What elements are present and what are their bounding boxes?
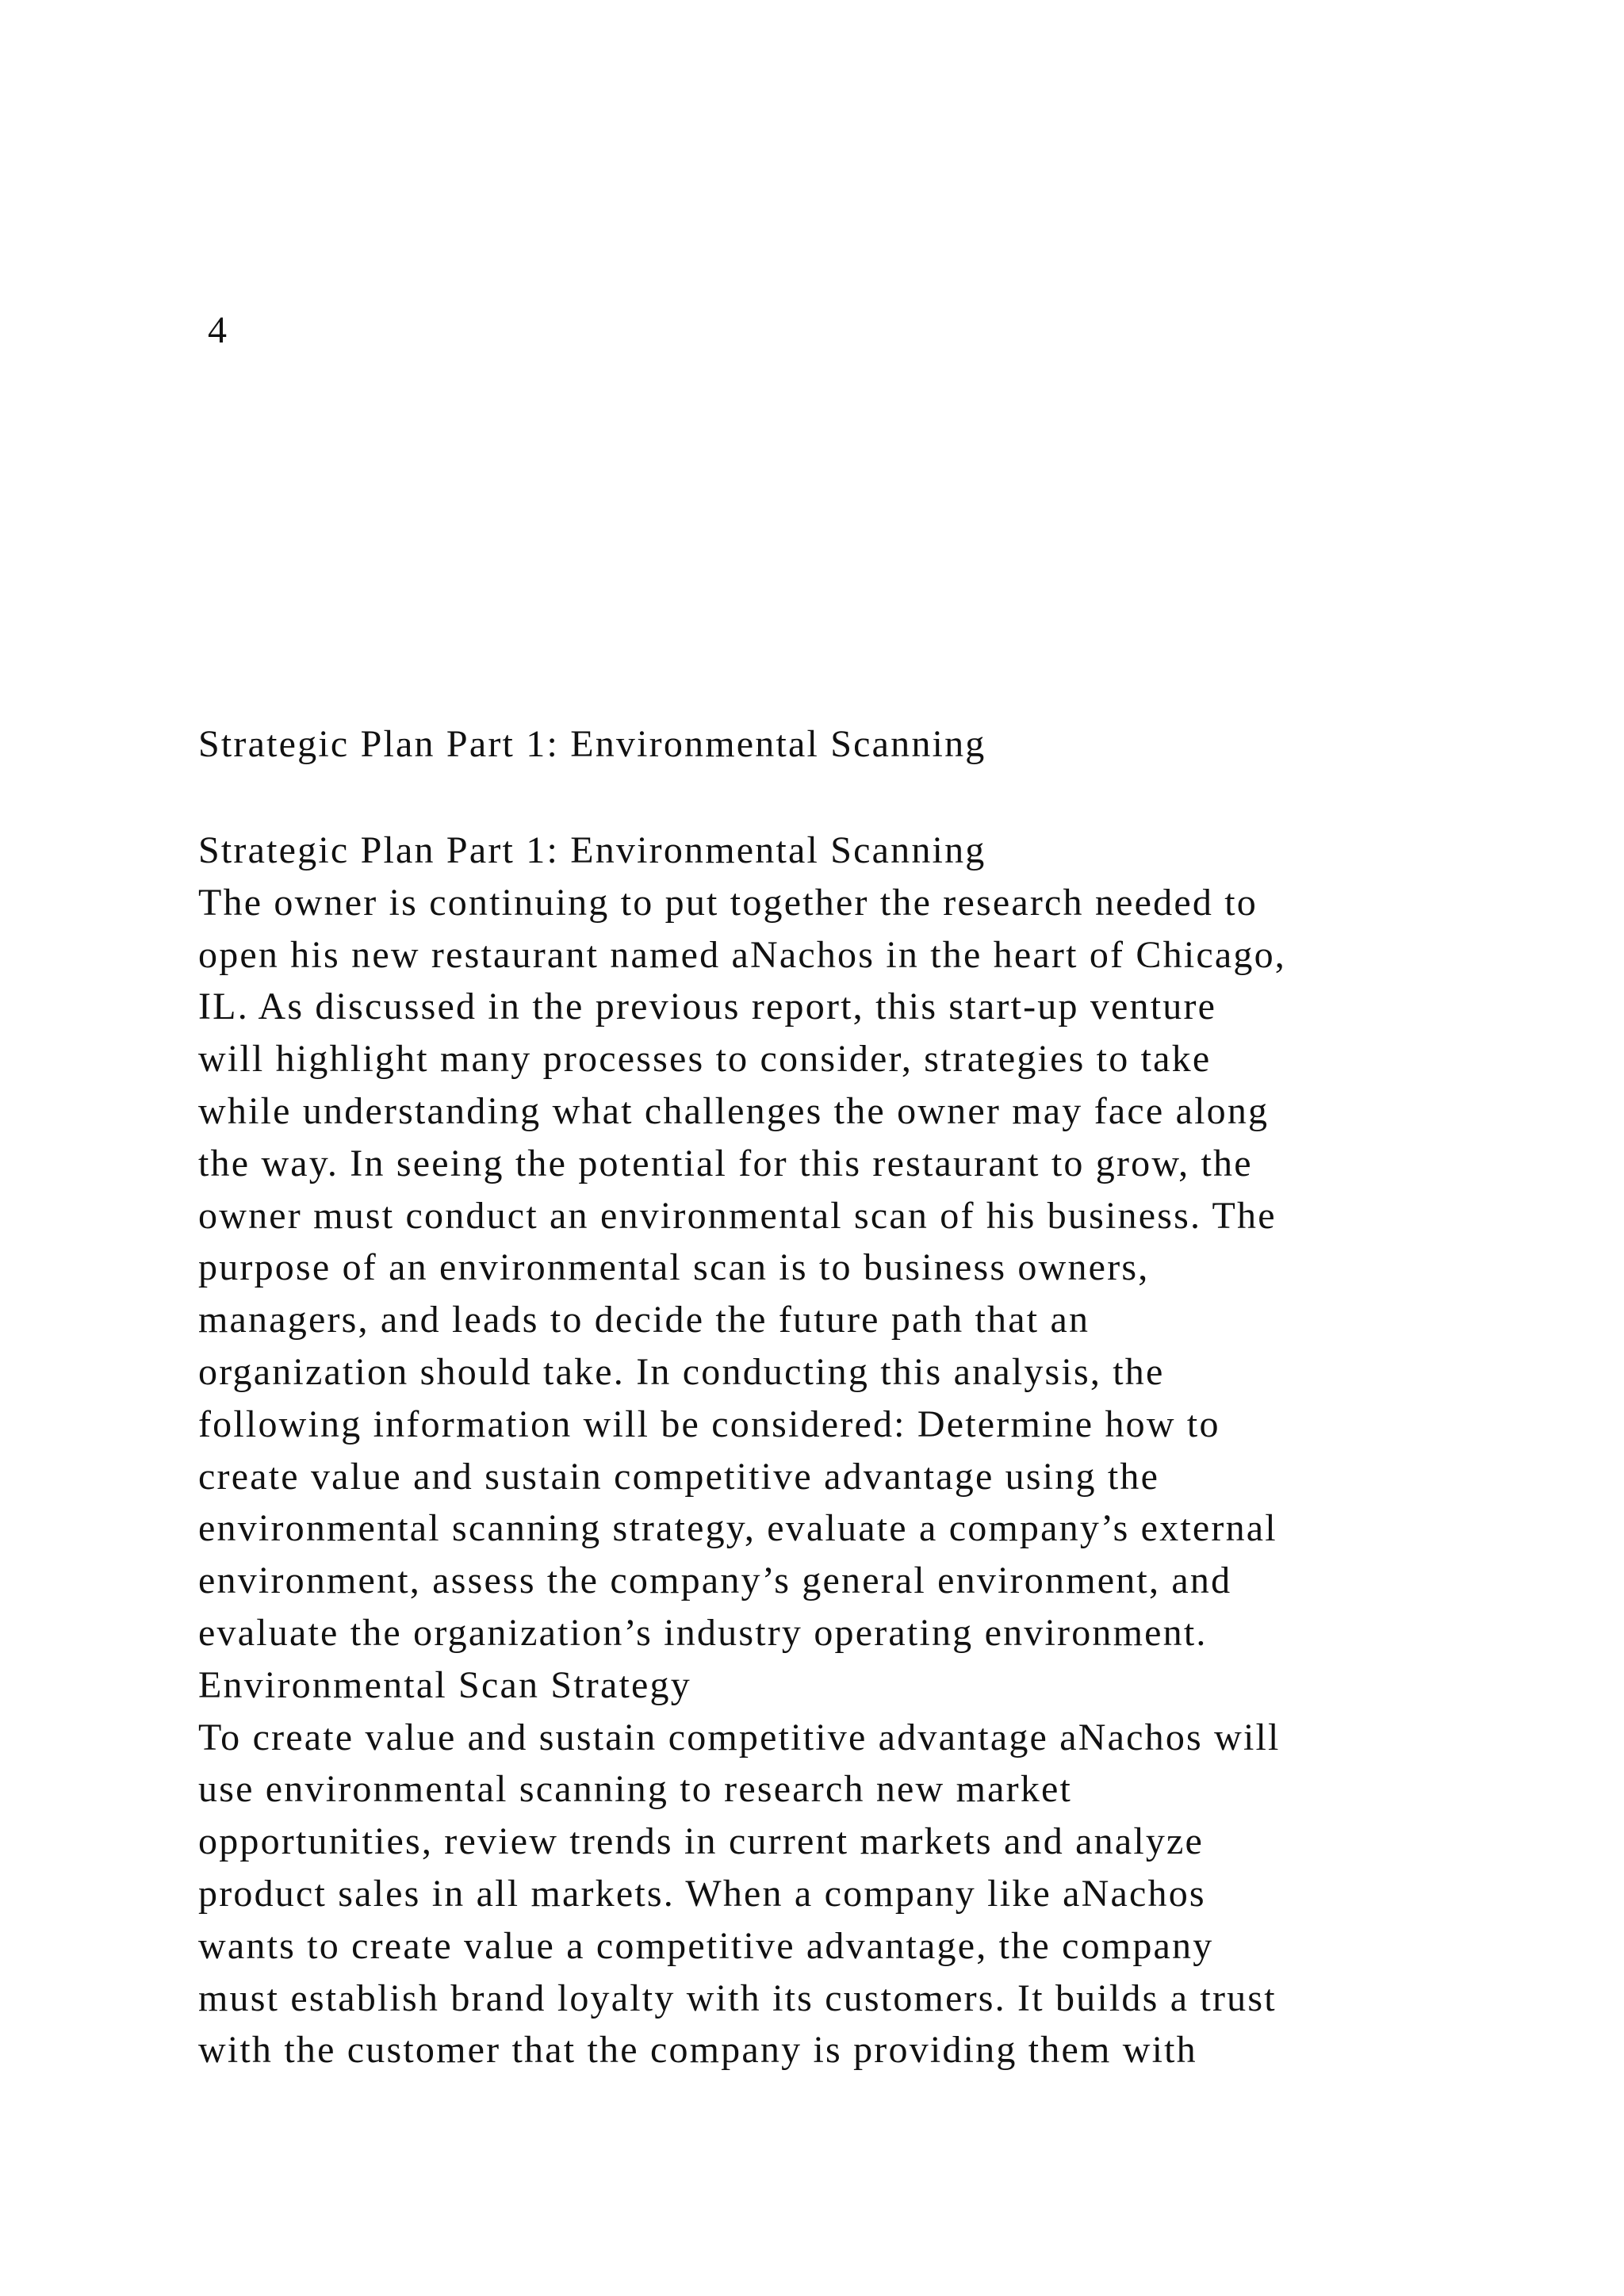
paragraph-line: opportunities, review trends in current markets and analyze: [198, 1820, 1205, 1863]
paragraph-line: open his new restaurant named aNachos in the heart of Chicago,: [198, 933, 1286, 976]
paragraph-line: evaluate the organization’s industry operating environment.: [198, 1611, 1208, 1654]
paragraph-line: IL. As discussed in the previous report, this start-up venture: [198, 985, 1217, 1028]
paragraph-line: To create value and sustain competitive advantage aNachos will: [198, 1716, 1281, 1758]
paragraph-line: create value and sustain competitive advantage using the: [198, 1455, 1160, 1498]
paragraph-line: the way. In seeing the potential for this restaurant to grow, the: [198, 1142, 1253, 1184]
section-heading: Environmental Scan Strategy: [198, 1663, 691, 1706]
paragraph-line: while understanding what challenges the owner may face along: [198, 1089, 1270, 1132]
paragraph-line: purpose of an environmental scan is to business owners,: [198, 1246, 1150, 1289]
paragraph-line: owner must conduct an environmental scan of his business. The: [198, 1194, 1277, 1237]
paragraph-line: environmental scanning strategy, evaluate a company’s external: [198, 1507, 1277, 1550]
paragraph-line: with the customer that the company is providing them with: [198, 2029, 1197, 2072]
paragraph-line: must establish brand loyalty with its customers. It builds a trust: [198, 1976, 1277, 2019]
paragraph-line: wants to create value a competitive advantage, the company: [198, 1924, 1214, 1967]
paragraph-line: product sales in all markets. When a company like aNachos: [198, 1872, 1206, 1915]
paragraph-line: will highlight many processes to consider, strategies to take: [198, 1038, 1212, 1081]
paragraph-line: environment, assess the company’s general environment, and: [198, 1559, 1232, 1602]
paragraph-line: following information will be considered: Determine how to: [198, 1402, 1220, 1445]
cover-title: Strategic Plan Part 1: Environmental Scanning: [198, 723, 986, 765]
paragraph-line: organization should take. In conducting this analysis, the: [198, 1350, 1165, 1393]
paragraph-line: use environmental scanning to research new market: [198, 1768, 1073, 1811]
section-heading: Strategic Plan Part 1: Environmental Scanning: [198, 829, 986, 871]
paragraph-line: managers, and leads to decide the future path that an: [198, 1299, 1090, 1341]
page-number: 4: [208, 309, 228, 351]
paragraph-line: The owner is continuing to put together the research needed to: [198, 881, 1258, 924]
body-text: [198, 825, 1507, 2076]
